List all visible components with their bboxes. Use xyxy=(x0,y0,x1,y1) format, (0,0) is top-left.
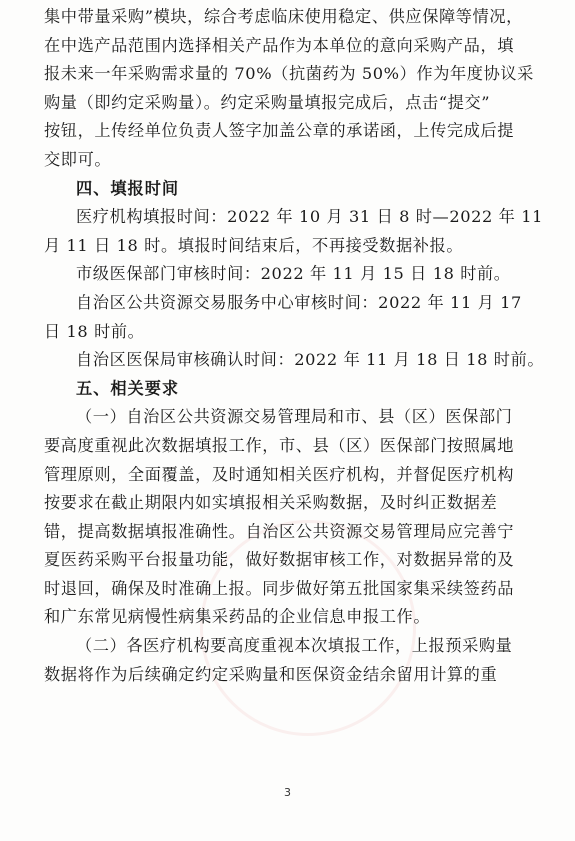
text-line: 管理原则，全面覆盖，及时通知相关医疗机构，并督促医疗机构 xyxy=(44,464,515,484)
text-line: 日 18 时前。 xyxy=(44,321,145,341)
text-line: 月 11 日 18 时。填报时间结束后，不再接受数据补报。 xyxy=(44,235,464,255)
text-line: 错，提高数据填报准确性。自治区公共资源交易管理局应完善宁 xyxy=(44,521,515,541)
text-line: 市级医保部门审核时间：2022 年 11 月 15 日 18 时前。 xyxy=(76,264,511,284)
text-line: 数据将作为后续确定约定采购量和医保资金结余留用计算的重 xyxy=(44,664,498,684)
section-four xyxy=(44,175,545,375)
section-heading: 四、填报时间 xyxy=(76,178,180,198)
document-body xyxy=(44,3,545,689)
text-line: 报未来一年采购需求量的 70%（抗菌药为 50%）作为年度协议采 xyxy=(44,64,534,84)
text-line: 医疗机构填报时间：2022 年 10 月 31 日 8 时—2022 年 11 xyxy=(76,207,544,227)
text-line: （二）各医疗机构要高度重视本次填报工作，上报预采购量 xyxy=(76,636,513,656)
text-line: 在中选产品范围内选择相关产品作为本单位的意向采购产品，填 xyxy=(44,35,515,55)
text-line: 集中带量采购”模块，综合考虑临床使用稳定、供应保障等情况， xyxy=(44,7,523,26)
text-line: 自治区公共资源交易服务中心审核时间：2022 年 11 月 17 xyxy=(76,292,522,312)
text-line: （一）自治区公共资源交易管理局和市、县（区）医保部门 xyxy=(76,407,513,427)
text-line: 夏医药采购平台报量功能，做好数据审核工作，对数据异常的及 xyxy=(44,550,515,570)
text-line: 交即可。 xyxy=(44,149,112,169)
text-line: 按钮，上传经单位负责人签字加盖公章的承诺函，上传完成后提 xyxy=(44,121,515,141)
text-line: 要高度重视此次数据填报工作，市、县（区）医保部门按照属地 xyxy=(44,435,515,455)
section-five xyxy=(44,375,533,690)
text-line: 自治区医保局审核确认时间：2022 年 11 月 18 日 18 时前。 xyxy=(76,350,545,370)
text-line: 购量（即约定采购量）。约定采购量填报完成后，点击“提交” xyxy=(44,92,491,112)
text-line: 按要求在截止期限内如实填报相关采购数据，及时纠正数据差 xyxy=(44,493,498,513)
text-line: 和广东常见病慢性病集采药品的企业信息申报工作。 xyxy=(44,607,431,627)
paragraph-intro xyxy=(44,3,533,175)
text-line: 时退回，确保及时准确上报。同步做好第五批国家集采续签药品 xyxy=(44,578,515,598)
page-number: 3 xyxy=(284,786,291,799)
section-heading: 五、相关要求 xyxy=(76,378,180,398)
